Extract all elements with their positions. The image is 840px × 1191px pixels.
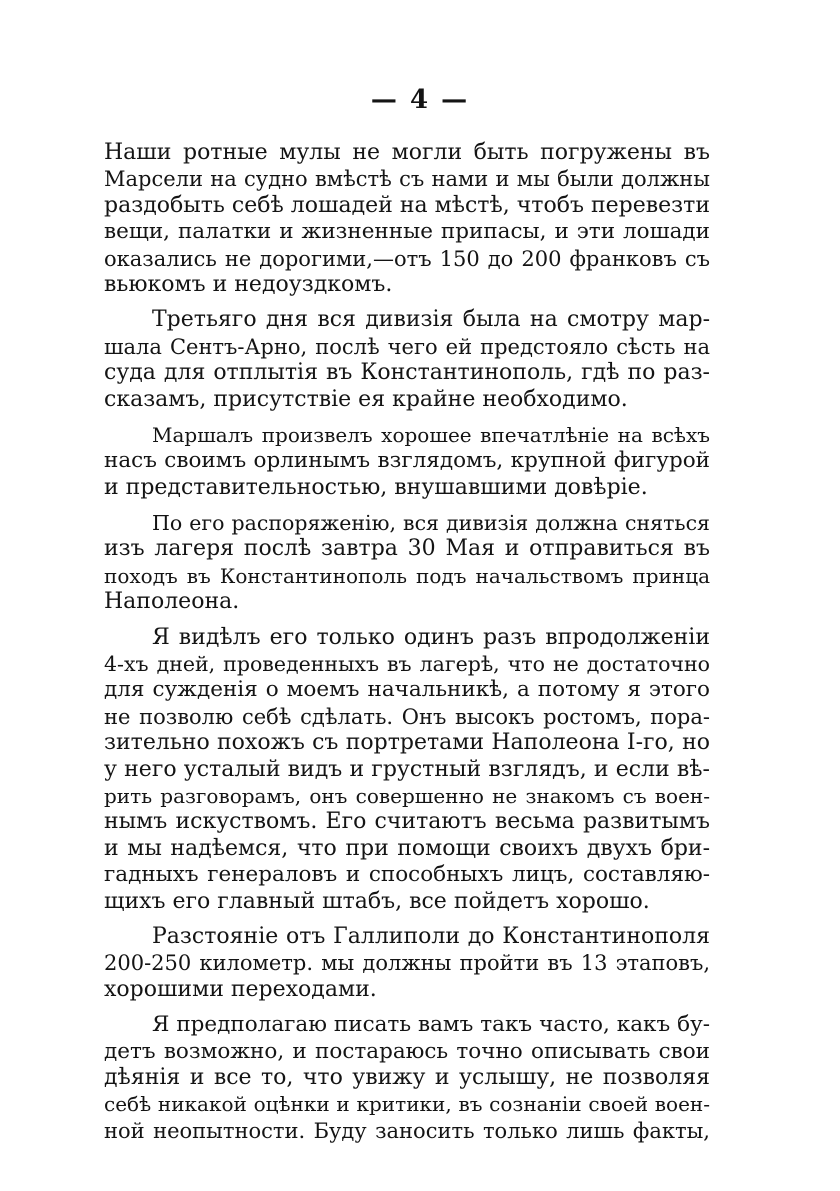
paragraph — [104, 625, 710, 915]
text-line: вещи, палатки и жизненные припасы, и эти лошади — [104, 219, 710, 245]
paragraph — [104, 422, 710, 501]
text-line: Марсели на судно вмѣстѣ съ нами и мы были должны — [104, 167, 710, 192]
text-line: Наполеона. — [104, 589, 240, 615]
text-line: сказамъ, присутствіе ея крайне необходимо. — [104, 386, 628, 412]
text-line: По его распоряженію, вся дивизія должна сняться — [152, 511, 710, 536]
text-line: себѣ никакой оцѣнки и критики, въ сознаніи своей воен- — [104, 1092, 710, 1117]
text-line: не позволю себѣ сдѣлать. Онъ высокъ ростомъ, пора- — [104, 704, 710, 729]
text-line: ной неопытности. Буду заносить только лишь факты, — [104, 1118, 710, 1143]
text-line: щихъ его главный штабъ, все пойдетъ хорошо. — [104, 888, 650, 914]
text-line: гадныхъ генераловъ и способныхъ лицъ, составляю- — [104, 862, 710, 888]
text-line: Третьяго дня вся дивизія была на смотру мар- — [152, 307, 710, 333]
paragraph — [104, 1012, 710, 1144]
text-line: Наши ротные мулы не могли быть погружены въ — [104, 140, 710, 165]
text-line: Я видѣлъ его только одинъ разъ впродолженіи — [152, 624, 710, 650]
paragraph — [104, 510, 710, 616]
text-line: дѣянія и все то, что увижу и услышу, не позволяя — [104, 1064, 710, 1090]
text-line: нымъ искуствомъ. Его считаютъ весьма развитымъ — [104, 809, 710, 835]
text-line: детъ возможно, и постараюсь точно описывать свои — [104, 1038, 710, 1064]
text-line: 4-хъ дней, проведенныхъ въ лагерѣ, что не достаточно — [104, 652, 710, 677]
paragraph — [104, 924, 710, 1003]
text-line: и мы надѣемся, что при помощи своихъ двухъ бри- — [104, 835, 710, 861]
text-line: суда для отплытія въ Константинополь, гдѣ по раз- — [104, 360, 710, 386]
text-line: Разстояніе отъ Галлиполи до Константинополя — [152, 923, 710, 949]
body-text — [104, 140, 710, 1144]
text-line: хорошими переходами. — [104, 976, 377, 1002]
text-line: шала Сентъ-Арно, послѣ чего ей предстояло сѣсть на — [104, 334, 710, 359]
text-line: Маршалъ произвелъ хорошее впечатлѣніе на всѣхъ — [152, 422, 710, 447]
text-line: и представительностью, внушавшими довѣріе. — [104, 474, 648, 500]
page-number: — 4 — — [370, 85, 470, 115]
text-line: походъ въ Константинополь подъ начальствомъ принца — [104, 563, 710, 588]
paragraph — [104, 307, 710, 413]
text-line: вьюкомъ и недоуздкомъ. — [104, 271, 393, 297]
text-line: у него усталый видъ и грустный взглядъ, и если вѣ- — [104, 756, 710, 782]
text-line: 200-250 километр. мы должны пройти въ 13 этаповъ, — [104, 951, 710, 976]
text-line: рить разговорамъ, онъ совершенно не знакомъ съ воен- — [104, 783, 710, 808]
text-line: для сужденія о моемъ начальникѣ, а потому я этого — [104, 677, 710, 703]
text-line: Я предполагаю писать вамъ такъ часто, какъ бу- — [152, 1012, 710, 1038]
text-line: оказались не дорогими,—отъ 150 до 200 франковъ съ — [104, 246, 710, 271]
text-line: изъ лагеря послѣ завтра 30 Мая и отправиться въ — [104, 536, 710, 562]
text-line: насъ своимъ орлинымъ взглядомъ, крупной фигурой — [104, 448, 710, 474]
text-line: зительно похожъ съ портретами Наполеона I-го, но — [104, 730, 710, 756]
paragraph — [104, 140, 710, 298]
text-line: раздобыть себѣ лошадей на мѣстѣ, чтобъ перевезти — [104, 192, 710, 218]
